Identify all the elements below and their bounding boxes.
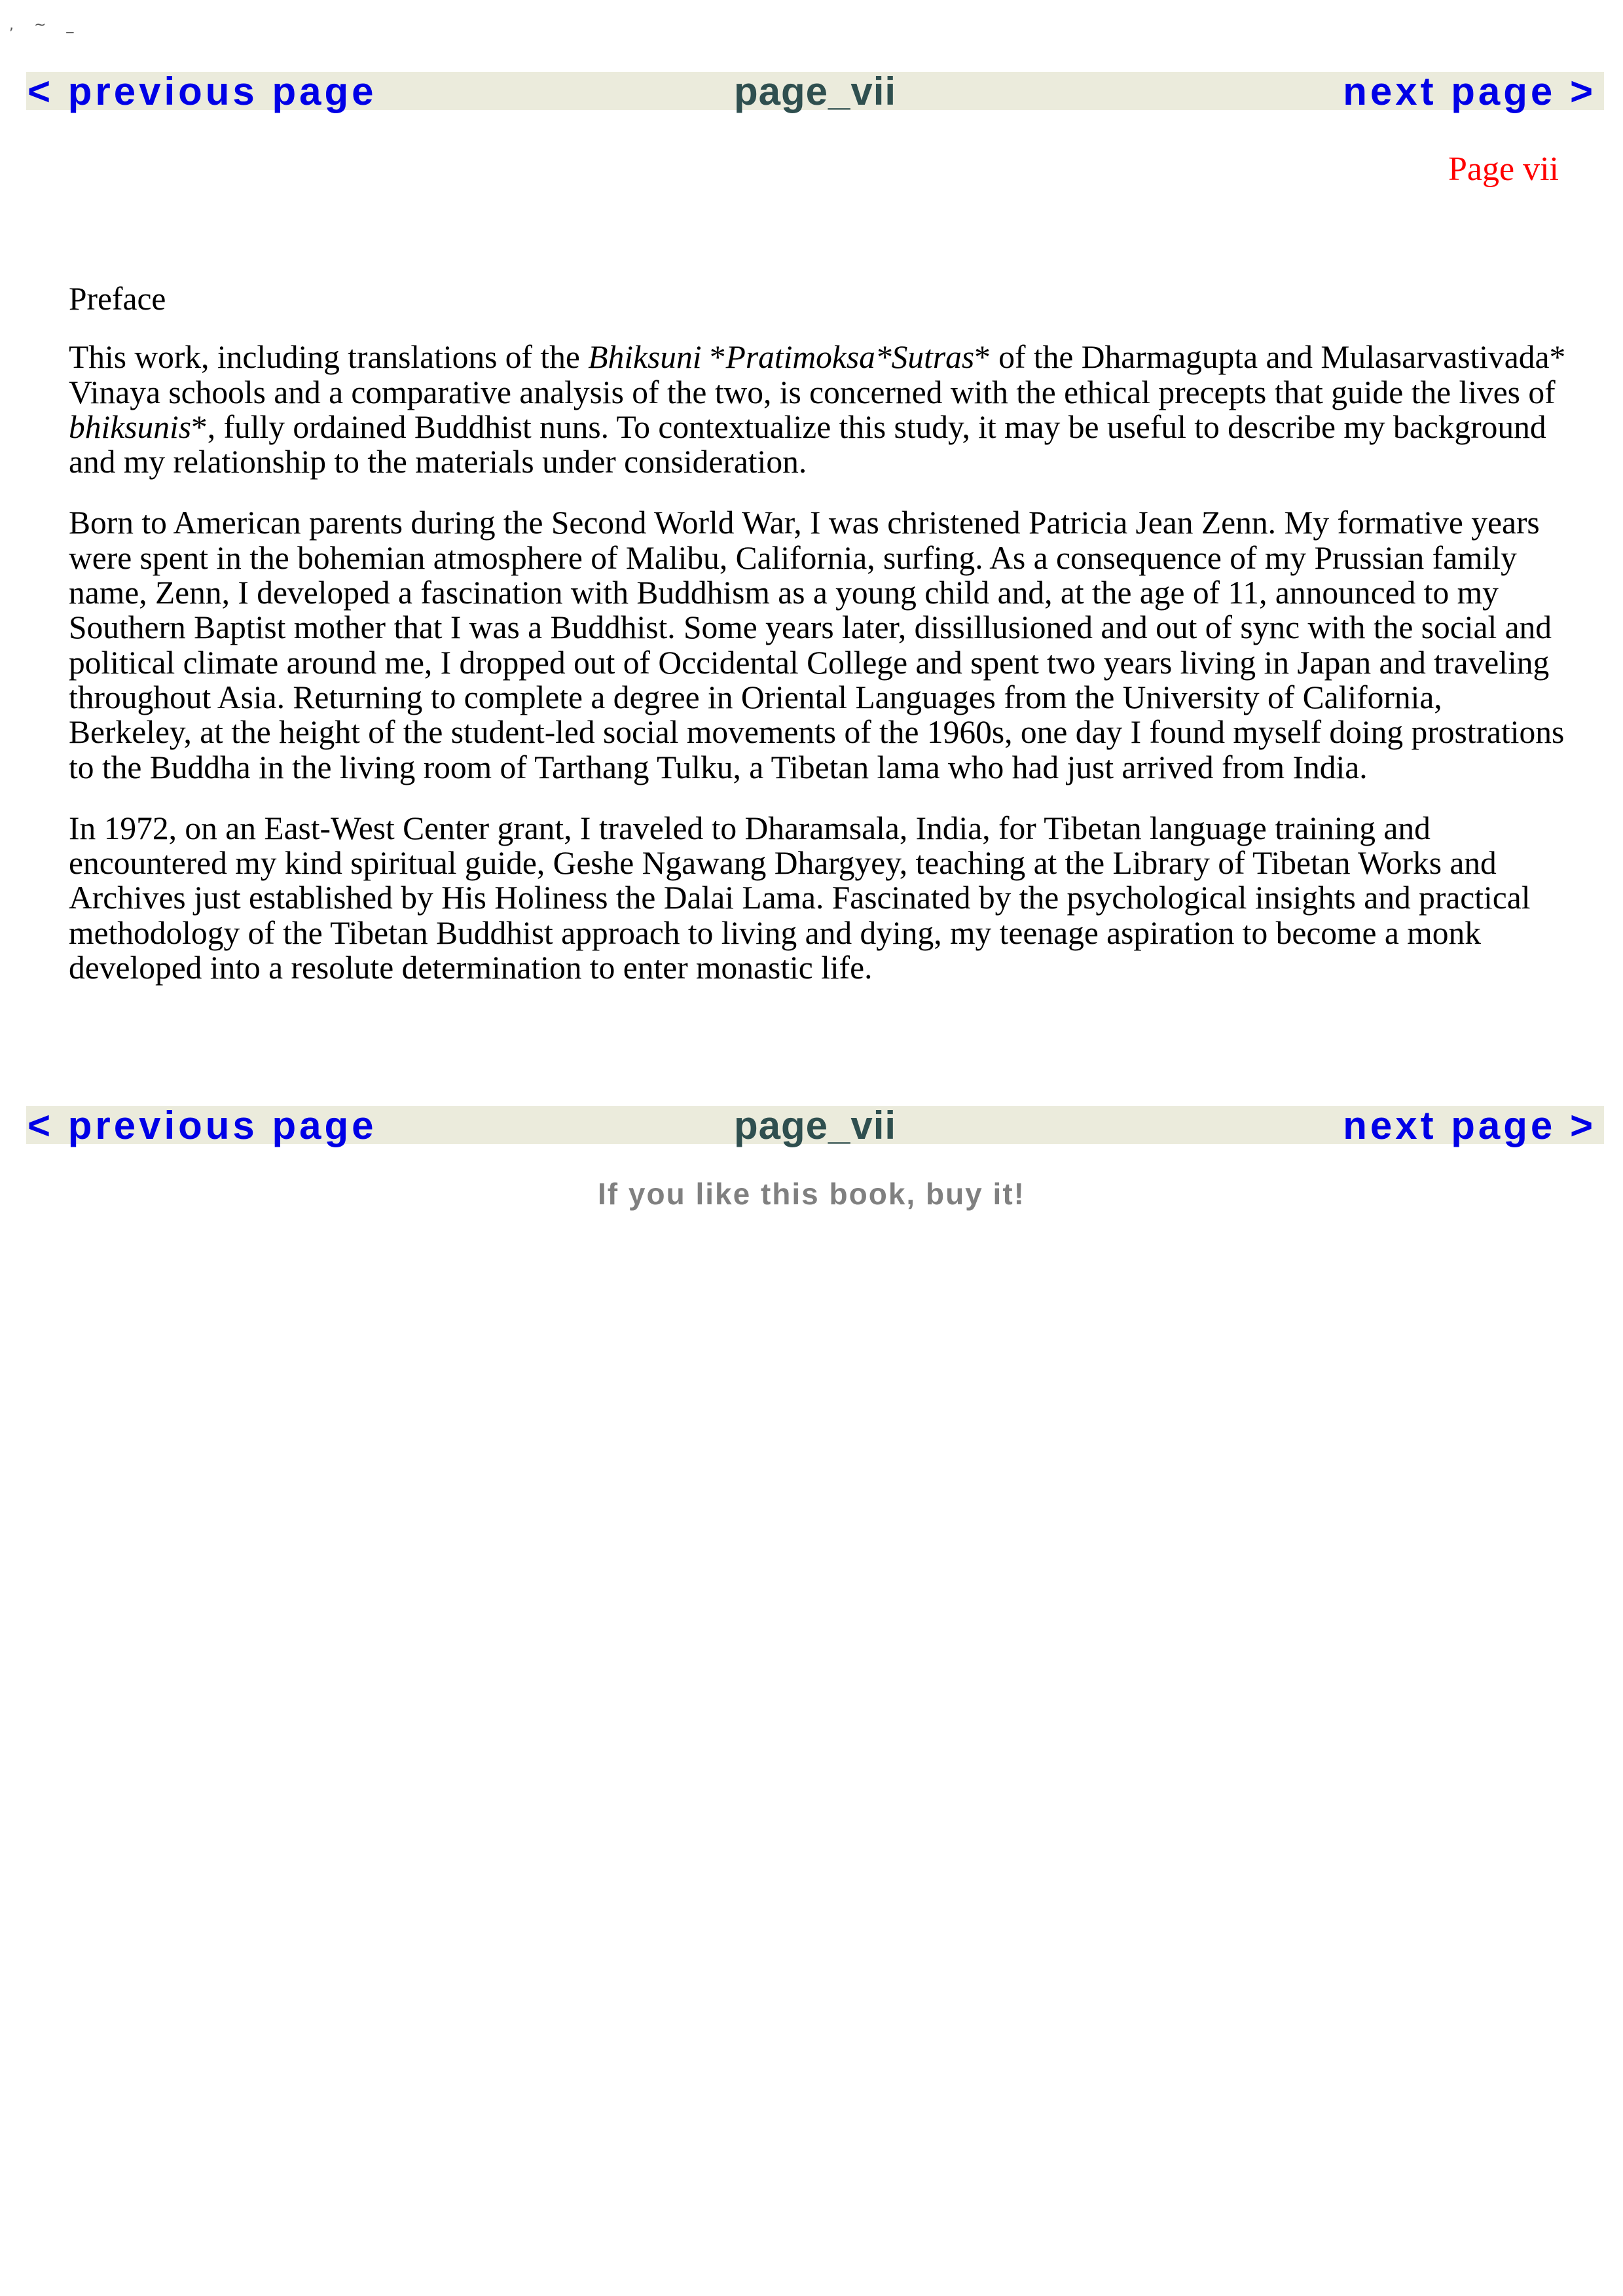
page-number-label: Page vii (1448, 151, 1559, 188)
preface-heading: Preface (69, 281, 166, 317)
buy-book-message: If you like this book, buy it! (598, 1177, 1025, 1211)
previous-page-link[interactable]: < previous page (27, 69, 377, 113)
p1-italic-bhiksunis: bhiksunis (69, 408, 192, 445)
p1-text-e: * of the Dharmagupta and Mulasarvastivada* Vinaya schools and a comparative analysis of the two, is concerned with the ethical precepts that guide the lives of (69, 339, 1566, 410)
p1-italic-bhiksuni: Bhiksuni (588, 339, 702, 376)
p1-italic-pratimoksa-sutras: Pratimoksa*Sutras (725, 339, 975, 376)
page-title: page_vii (733, 1103, 897, 1147)
p1-text-a: This work, including translations of the (69, 339, 589, 376)
next-page-link[interactable]: next page > (1343, 69, 1596, 113)
top-navigation-bar (26, 69, 1604, 113)
p1-text-g: *, fully ordained Buddhist nuns. To contextualize this study, it may be useful to describe my background and my relationship to the materials under consideration. (69, 408, 1546, 480)
p1-text-c: * (701, 339, 726, 376)
preface-paragraph-2: Born to American parents during the Second World War, I was christened Patricia Jean Zenn. My formative years were spent in the bohemian atmosphere of Malibu, California, surfing. As a consequence of my Prussian family name, Zenn, I developed a fascination with Buddhism as a young child and, at the age of 11, announced to my Southern Baptist mother that I was a Buddhist. Some years later, dissillusioned and out of sync with the social and political climate around me, I dropped out of Occidental College and spent two years living in Japan and traveling throughout Asia. Returning to complete a degree in Oriental Languages from the University of California, Berkeley, at the height of the student-led social movements of the 1960s, one day I found myself doing prostrations to the Buddha in the living room of Tarthang Tulku, a Tibetan lama who had just arrived from India. (69, 505, 1565, 785)
bottom-navigation-bar (26, 1103, 1604, 1147)
corner-marks: , ~ _ (9, 17, 82, 33)
page-title: page_vii (733, 69, 897, 113)
preface-paragraph-3: In 1972, on an East-West Center grant, I traveled to Dharamsala, India, for Tibetan language training and encountered my kind spiritual guide, Geshe Ngawang Dhargyey, teaching at the Library of Tibetan Works and Archives just established by His Holiness the Dalai Lama. Fascinated by the psychological insights and practical methodology of the Tibetan Buddhist approach to living and dying, my teenage aspiration to become a monk developed into a resolute determination to enter monastic life. (69, 810, 1531, 986)
preface-content (69, 281, 1568, 1011)
preface-paragraph-1 (69, 340, 1568, 479)
previous-page-link[interactable]: < previous page (27, 1103, 377, 1147)
next-page-link[interactable]: next page > (1343, 1103, 1596, 1147)
